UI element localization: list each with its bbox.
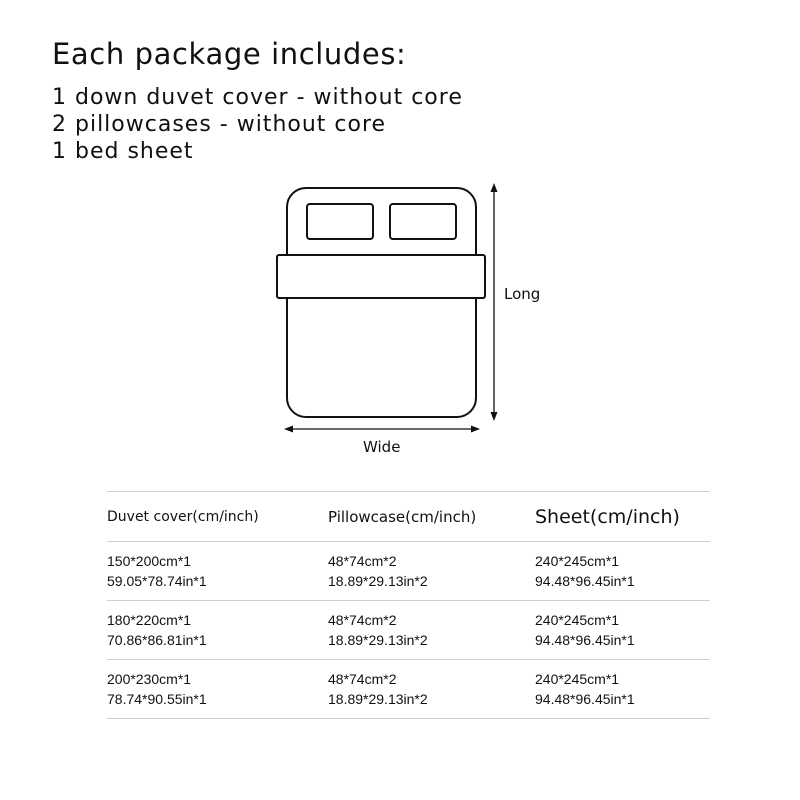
- duvet-size-cell: [107, 660, 328, 719]
- sheet-size-inch: 94.48*96.45in*1: [535, 632, 635, 648]
- sheet-size-cell: [535, 660, 710, 719]
- duvet-size-cell: [107, 601, 328, 660]
- sheet-column-header: Sheet(cm/inch): [535, 492, 710, 542]
- duvet-size-inch: 70.86*86.81in*1: [107, 632, 207, 648]
- width-label: Wide: [363, 438, 401, 456]
- package-item-duvet-cover: 1 down duvet cover - without core: [52, 85, 463, 110]
- pillowcase-size-inch: 18.89*29.13in*2: [328, 573, 428, 589]
- pillowcase-size-cm: 48*74cm*2: [328, 671, 397, 687]
- table-row: [107, 542, 710, 601]
- duvet-fold: [277, 255, 485, 298]
- pillowcase-size-cm: 48*74cm*2: [328, 612, 397, 628]
- duvet-size-cm: 200*230cm*1: [107, 671, 192, 687]
- table-row: [107, 601, 710, 660]
- table-row: [107, 660, 710, 719]
- width-dimension-arrow: [284, 426, 480, 433]
- sheet-size-cm: 240*245cm*1: [535, 553, 620, 569]
- duvet-cover-column-header: Duvet cover(cm/inch): [107, 492, 328, 542]
- pillowcase-size-cm: 48*74cm*2: [328, 553, 397, 569]
- sheet-size-inch: 94.48*96.45in*1: [535, 573, 635, 589]
- duvet-size-inch: 59.05*78.74in*1: [107, 573, 207, 589]
- sheet-size-cm: 240*245cm*1: [535, 612, 620, 628]
- duvet-size-cell: [107, 542, 328, 601]
- package-heading: Each package includes:: [52, 37, 407, 71]
- pillow-right: [390, 204, 456, 239]
- pillowcase-size-cell: [328, 542, 535, 601]
- pillow-left: [307, 204, 373, 239]
- length-label: Long: [504, 285, 541, 303]
- sheet-size-cm: 240*245cm*1: [535, 671, 620, 687]
- size-table-header-row: [107, 492, 710, 542]
- length-dimension-arrow: [491, 183, 498, 421]
- pillowcase-size-inch: 18.89*29.13in*2: [328, 632, 428, 648]
- size-table: [107, 491, 710, 719]
- pillowcase-column-header: Pillowcase(cm/inch): [328, 492, 535, 542]
- sheet-size-inch: 94.48*96.45in*1: [535, 691, 635, 707]
- sheet-size-cell: [535, 542, 710, 601]
- duvet-size-cm: 150*200cm*1: [107, 553, 192, 569]
- bed-outline: [287, 188, 476, 417]
- duvet-size-cm: 180*220cm*1: [107, 612, 192, 628]
- pillowcase-size-cell: [328, 660, 535, 719]
- pillowcase-size-inch: 18.89*29.13in*2: [328, 691, 428, 707]
- sheet-size-cell: [535, 601, 710, 660]
- package-item-pillowcases: 2 pillowcases - without core: [52, 112, 387, 137]
- pillowcase-size-cell: [328, 601, 535, 660]
- package-item-bed-sheet: 1 bed sheet: [52, 139, 194, 164]
- duvet-size-inch: 78.74*90.55in*1: [107, 691, 207, 707]
